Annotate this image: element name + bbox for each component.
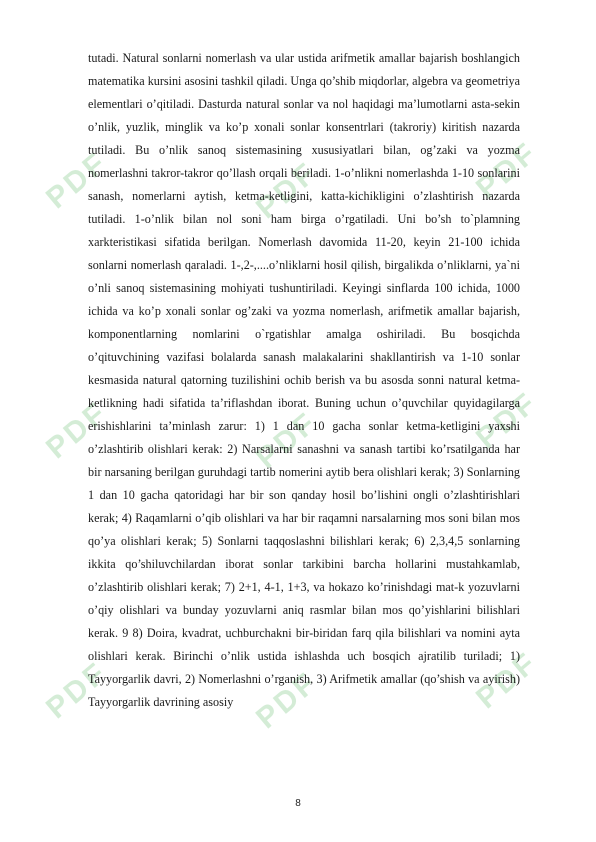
page-body	[88, 47, 520, 714]
watermark: PDF	[470, 385, 545, 456]
watermark: PDF	[470, 645, 545, 716]
body-paragraph: tutadi. Natural sonlarni nomerlash va ular ustida arifmetik amallar bajarish boshlangich matematika kursini asosini tashkil qiladi. Unga qo’shib miqdorlar, algebra va geometriya elementlari o’qitiladi. Dasturda natural sonlar va nol haqidagi ma’lumotlarni asta-sekin o’nlik, yuzlik, minglik va ko’p xonali sonlar konsentrlari (takroriy) kiritish nazarda tutiladi. Bu o’nlik sanoq sistemasining xususiyatlari bilan, og’zaki va yozma nomerlashni takror-takror qo’llash orqali beriladi. 1-o’nlikni nomerlashda 1-10 sonlarini sanash, nomerlarni aytish, ketma-ketligini, katta-kichikligini o’zlashtirish nazarda tutiladi. 1-o’nlik bilan nol soni ham birga o’rgatiladi. Uni bo’sh to`plamning xarkteristikasi sifatida berilgan. Nomerlash davomida 11-20, keyin 21-100 ichida sonlarni nomerlash qaraladi. 1-,2-,....o’nliklarni hosil qilish, birgalikda o’nliklarni, ya`ni o’nli sanoq sistemasining mohiyati tushuntiriladi. Keyingi sinflarda 100 ichida, 1000 ichida va ko’p xonali sonlar og’zaki va yozma nomerlash, arifmetik amallar bajarish, komponentlarning nomlarini o`rgatishlar amalga oshiriladi. Bu bosqichda o’qituvchining vazifasi bolalarda sanash malakalarini shakllantirish va 1-10 sonlar kesmasida natural qatorning tuzilishini ochib berish va bu asosda sonni natural ketma-ketlikning hadi sifatida ta’riflashdan iborat. Buning uchun o’quvchilar quyidagilarga erishishlarini ta’minlash zarur: 1) 1 dan 10 gacha sonlar ketma-ketligini yaxshi o’zlashtirib olishlari kerak: 2) Narsalarni sanashni va sanash tartibi ko’rsatilganda har bir narsaning berilgan guruhdagi tartib nomerini aytib bera olishlari kerak; 3) Sonlarning 1 dan 10 gacha qatoridagi har bir son qanday hosil bo’lishini ongli o’zlashtirishlari kerak; 4) Raqamlarni o’qib olishlari va har bir raqamni narsalarning mos soni bilan mos qo’ya olishlari kerak; 5) Sonlarni taqqoslashni bilishlari kerak; 6) 2,3,4,5 sonlarning ikkita qo’shiluvchilardan iborat sonlar tarkibini barcha hollarini mustahkamlab, o’zlashtirib olishlari kerak; 7) 2+1, 4-1, 1+3, va hokazo ko’rinishdagi mat-k yozuvlarni o’qiy olishlari va bunday yozuvlarni aniq rasmlar bilan mos qo’yishlarini bilishlari kerak. 9 8) Doira, kvadrat, uchburchakni bir-biridan farq qila bilishlari va nomini ayta olishlari kerak. Birinchi o’nlik ustida ishlashda uch bosqich ajratilib turiladi; 1) Tayyorgarlik davri, 2) Nomerlashni o’rganish, 3) Arifmetik amallar (qo’shish va ayirish) Tayyorgarlik davrining asosiy	[88, 51, 520, 709]
page-number: 8	[295, 798, 301, 809]
watermark: PDF	[470, 135, 545, 206]
watermark: PDF	[250, 665, 325, 736]
watermark: PDF	[250, 405, 325, 476]
watermark: PDF	[250, 155, 325, 226]
watermark: PDF	[40, 145, 115, 216]
watermark: PDF	[40, 655, 115, 726]
watermark: PDF	[40, 395, 115, 466]
